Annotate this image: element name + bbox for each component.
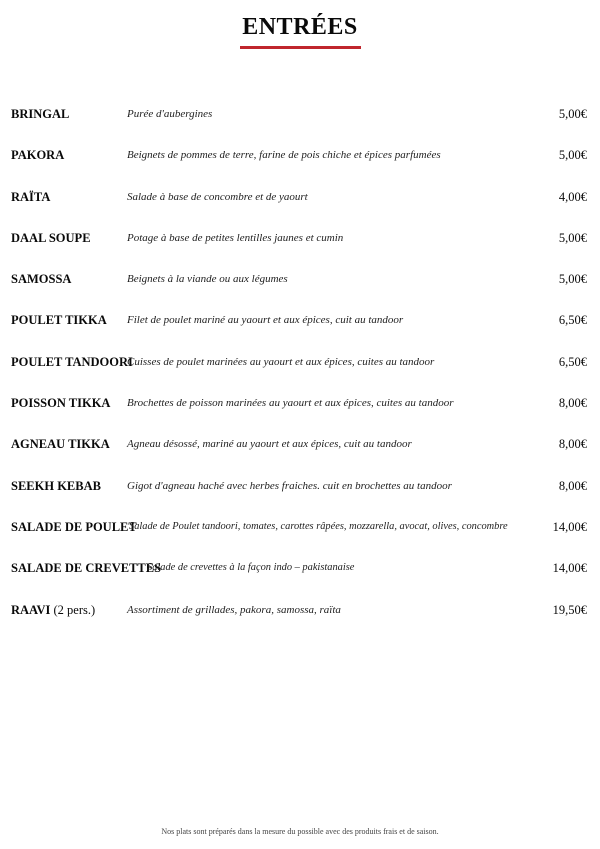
item-name: SALADE DE CREVETTES	[11, 561, 162, 576]
item-description: Salade de Poulet tandoori, tomates, carottes râpées, mozzarella, avocat, olives, concombre	[129, 520, 508, 532]
item-price: 19,50€	[552, 602, 587, 617]
item-description: Salade de crevettes à la façon indo – pakistanaise	[147, 562, 355, 574]
item-description: Filet de poulet mariné au yaourt et aux épices, cuit au tandoor	[127, 314, 404, 327]
item-name: PAKORA	[11, 148, 65, 163]
item-price: 5,00€	[558, 107, 587, 121]
menu-item	[11, 100, 589, 141]
item-description: Assortiment de grillades, pakora, samossa, raïta	[127, 603, 341, 616]
title-underline	[240, 46, 361, 49]
item-description: Purée d'aubergines	[127, 108, 213, 120]
menu-item	[11, 472, 589, 513]
item-name: POULET TANDOORI	[11, 354, 133, 369]
item-price: 4,00€	[558, 189, 587, 204]
item-portion: (2 pers.)	[53, 602, 96, 617]
item-description: Agneau désossé, mariné au yaourt et aux épices, cuit au tandoor	[127, 438, 412, 451]
item-name: SAMOSSA	[11, 272, 72, 287]
item-name-text: RAAVI	[11, 602, 51, 617]
item-price: 8,00€	[558, 437, 587, 452]
item-description: Brochettes de poisson marinées au yaourt et aux épices, cuites au tandoor	[127, 397, 454, 410]
menu-list	[11, 100, 589, 637]
item-description: Beignets à la viande ou aux légumes	[127, 273, 288, 286]
menu-item	[11, 348, 589, 389]
menu-item	[11, 224, 589, 265]
menu-item	[11, 183, 589, 224]
item-description: Potage à base de petites lentilles jaunes et cumin	[127, 231, 344, 244]
menu-item	[11, 141, 589, 182]
item-name: POISSON TIKKA	[11, 396, 111, 411]
item-name: SALADE DE POULET	[11, 519, 137, 534]
item-price: 8,00€	[558, 478, 587, 493]
menu-item	[11, 554, 589, 595]
item-name: POULET TIKKA	[11, 313, 107, 328]
item-description: Gigot d'agneau haché avec herbes fraiches. cuit en brochettes au tandoor	[127, 479, 452, 492]
menu-item	[11, 389, 589, 430]
item-price: 6,50€	[558, 313, 587, 328]
menu-item	[11, 265, 589, 306]
item-price: 5,00€	[558, 230, 587, 245]
footer-note: Nos plats sont préparés dans la mesure du possible avec des produits frais et de saison.	[161, 827, 439, 836]
menu-item	[11, 513, 589, 554]
item-name: AGNEAU TIKKA	[11, 437, 110, 452]
item-price: 14,00€	[552, 561, 587, 576]
item-price: 8,00€	[558, 396, 587, 411]
item-name: DAAL SOUPE	[11, 230, 91, 245]
page-title: ENTRÉES	[242, 14, 358, 40]
menu-item	[11, 306, 589, 347]
item-name: BRINGAL	[11, 107, 70, 121]
item-name	[11, 603, 95, 618]
item-description: Cuisses de poulet marinées au yaourt et aux épices, cuites au tandoor	[127, 355, 435, 368]
item-price: 6,50€	[558, 354, 587, 369]
item-price: 14,00€	[552, 519, 587, 534]
item-name: SEEKH KEBAB	[11, 478, 101, 493]
menu-item	[11, 596, 589, 637]
menu-item	[11, 430, 589, 471]
item-description: Salade à base de concombre et de yaourt	[127, 190, 308, 203]
item-price: 5,00€	[558, 272, 587, 287]
item-price: 5,00€	[558, 148, 587, 163]
item-name: RAÏTA	[11, 189, 51, 204]
item-description: Beignets de pommes de terre, farine de pois chiche et épices parfumées	[127, 149, 441, 162]
